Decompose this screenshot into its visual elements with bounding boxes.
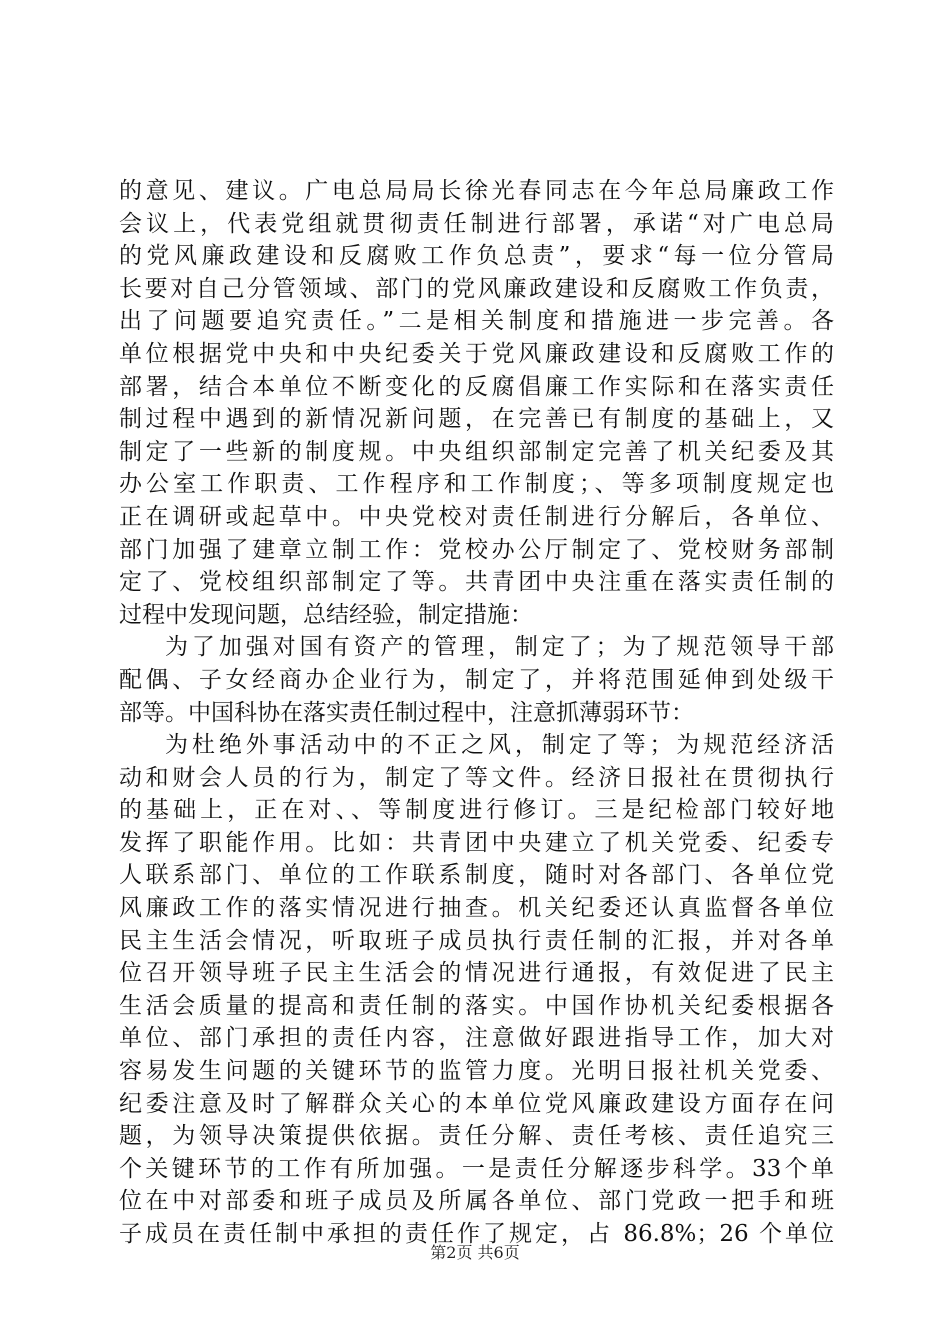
- text-line: 单位根据党中央和中央纪委关于党风廉政建设和反腐败工作的: [119, 340, 834, 367]
- text-line: 制过程中遇到的新情况新问题，在完善已有制度的基础上，又: [119, 406, 834, 433]
- text-line: 部署，结合本单位不断变化的反腐倡廉工作实际和在落实责任: [119, 373, 834, 400]
- text-line: 风廉政工作的落实情况进行抽查。机关纪委还认真监督各单位: [119, 895, 834, 922]
- text-line: 部门加强了建章立制工作：党校办公厅制定了、党校财务部制: [119, 536, 834, 563]
- text-line: 个关键环节的工作有所加强。一是责任分解逐步科学。33个单: [119, 1155, 834, 1182]
- text-line: 人联系部门、单位的工作联系制度，随时对各部门、各单位党: [119, 862, 834, 889]
- text-line: 动和财会人员的行为，制定了等文件。经济日报社在贯彻执行: [119, 764, 834, 791]
- text-line: 的意见、建议。广电总局局长徐光春同志在今年总局廉政工作: [119, 178, 834, 204]
- text-line: 单位、部门承担的责任内容，注意做好跟进指导工作，加大对: [119, 1025, 834, 1052]
- text-line: 位在中对部委和班子成员及所属各单位、部门党政一把手和班: [119, 1188, 834, 1215]
- text-line: 纪委注意及时了解群众关心的本单位党风廉政建设方面存在问: [119, 1090, 834, 1117]
- text-line: 出了问题要追究责任。”二是相关制度和措施进一步完善。各: [119, 308, 834, 335]
- text-line: 定了、党校组织部制定了等。共青团中央注重在落实责任制的: [119, 569, 834, 596]
- text-line: 会议上，代表党组就贯彻责任制进行部署，承诺“对广电总局: [119, 210, 834, 237]
- text-line: 办公室工作职责、工作程序和工作制度；、等多项制度规定也: [119, 471, 834, 498]
- text-line: 部等。中国科协在落实责任制过程中，注意抓薄弱环节：: [119, 699, 694, 726]
- text-line: 制定了一些新的制度规。中央组织部制定完善了机关纪委及其: [119, 438, 834, 465]
- text-line: 为杜绝外事活动中的不正之风，制定了等；为规范经济活: [165, 732, 834, 759]
- text-line: 配偶、子女经商办企业行为，制定了，并将范围延伸到处级干: [119, 666, 834, 693]
- text-line: 过程中发现问题，总结经验，制定措施：: [119, 601, 533, 628]
- text-line: 题，为领导决策提供依据。责任分解、责任考核、责任追究三: [119, 1123, 834, 1150]
- page-footer: 第2页 共6页: [430, 1243, 520, 1262]
- text-line: 的党风廉政建设和反腐败工作负总责”，要求“每一位分管局: [119, 243, 834, 270]
- text-line: 子成员在责任制中承担的责任作了规定，占 86.8%；26 个单位: [119, 1221, 834, 1247]
- text-line: 长要对自己分管领域、部门的党风廉政建设和反腐败工作负责，: [119, 275, 834, 302]
- text-line: 位召开领导班子民主生活会的情况进行通报，有效促进了民主: [119, 960, 834, 987]
- document-body: [119, 175, 834, 1251]
- text-line: 正在调研或起草中。中央党校对责任制进行分解后，各单位、: [119, 503, 834, 530]
- text-line: 发挥了职能作用。比如：共青团中央建立了机关党委、纪委专: [119, 829, 834, 856]
- text-line: 容易发生问题的关键环节的监管力度。光明日报社机关党委、: [119, 1058, 834, 1085]
- text-line: 生活会质量的提高和责任制的落实。中国作协机关纪委根据各: [119, 992, 834, 1019]
- text-line: 的基础上，正在对、、等制度进行修订。三是纪检部门较好地: [119, 797, 834, 824]
- text-line: 民主生活会情况，听取班子成员执行责任制的汇报，并对各单: [119, 927, 834, 954]
- text-line: 为了加强对国有资产的管理，制定了；为了规范领导干部: [165, 634, 834, 661]
